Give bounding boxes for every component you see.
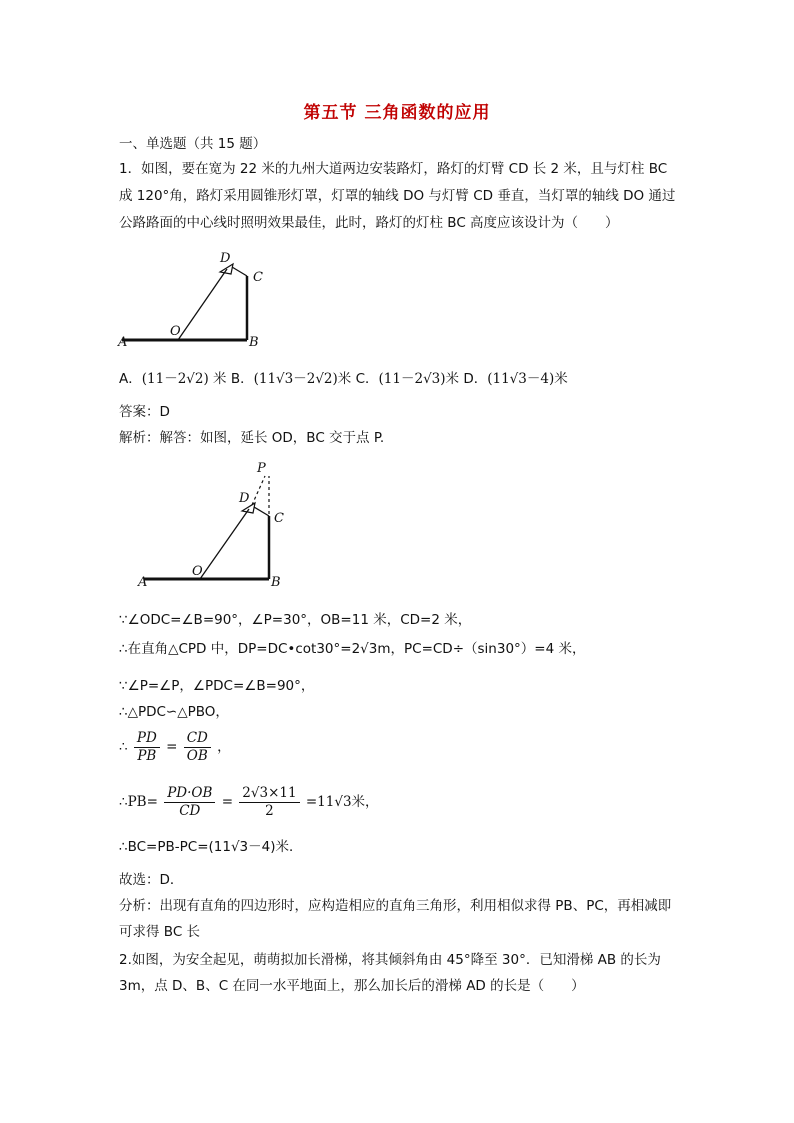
label-a: A: [118, 335, 128, 350]
label-c: C: [253, 270, 263, 285]
fraction-numeric: [239, 785, 299, 820]
option-a-text: (11－2√2) 米: [141, 371, 227, 387]
q1-answer: 答案：D: [119, 404, 170, 420]
page-title: 第五节 三角函数的应用: [303, 103, 491, 123]
numerator: PD·OB: [164, 785, 215, 803]
step-5-prefix: ∴: [119, 739, 128, 755]
step-3: ∵∠P=∠P，∠PDC=∠B=90°，: [119, 678, 315, 694]
q2-text-line-2: 3m，点 D、B、C 在同一水平地面上，那么加长后的滑梯 AD 的长是（ ）: [119, 978, 585, 994]
label-c: C: [274, 511, 284, 526]
step-1: ∵∠ODC=∠B=90°，∠P=30°，OB=11 米，CD=2 米，: [119, 612, 472, 628]
option-c-label: C．: [355, 371, 379, 387]
equals-sign: =: [166, 739, 178, 755]
option-d-text: (11√3－4)米: [487, 371, 568, 387]
q1-analysis-intro: 解析：解答：如图，延长 OD，BC 交于点 P.: [119, 430, 385, 446]
denominator: OB: [186, 748, 208, 764]
dashed-pd: [252, 476, 265, 505]
axis-do: [200, 509, 249, 579]
figure-1: [115, 245, 275, 355]
fraction-cd-ob: [184, 730, 211, 765]
label-d: D: [220, 251, 231, 266]
conclusion: 故选：D．: [119, 872, 184, 888]
denominator: PB: [137, 748, 157, 764]
option-c-text: (11－2√3)米: [378, 371, 460, 387]
label-b: B: [249, 335, 259, 350]
q1-text-line-3: 公路路面的中心线时照明效果最佳，此时，路灯的灯柱 BC 高度应该设计为（ ）: [119, 215, 619, 231]
q1-options: [119, 369, 568, 389]
step-2: ∴在直角△CPD 中，DP=DC•cot30°=2√3m，PC=CD÷（sin30°）=4 米，: [119, 641, 586, 657]
step-4: ∴△PDC∽△PBO，: [119, 704, 229, 720]
numerator: PD: [134, 730, 160, 748]
note-line-1: 分析：出现有直角的四边形时，应构造相应的直角三角形，利用相似求得 PB、PC，再相减即: [119, 898, 672, 914]
section-heading: 一、单选题（共 15 题）: [119, 136, 267, 152]
step-5-suffix: ，: [217, 739, 231, 755]
arm-cd: [232, 267, 247, 276]
label-p: P: [257, 461, 266, 476]
denominator: 2: [265, 803, 274, 819]
q2-text-line-1: 2.如图，为安全起见，萌萌拟加长滑梯，将其倾斜角由 45°降至 30°．已知滑梯 AB 的长为: [119, 952, 661, 968]
arm-cd: [254, 507, 269, 516]
denominator: CD: [179, 803, 201, 819]
numerator: CD: [184, 730, 211, 748]
label-o: O: [170, 324, 181, 339]
label-o: O: [192, 564, 203, 579]
option-b-text: (11√3－2√2)米: [253, 371, 352, 387]
step-6-prefix: ∴PB=: [119, 794, 158, 810]
option-a-label: A．: [119, 371, 142, 387]
label-b: B: [271, 575, 281, 590]
step-5: [119, 729, 231, 765]
numerator: 2√3×11: [239, 785, 299, 803]
step-6: [119, 784, 379, 820]
q1-text-line-1: 1．如图，要在宽为 22 米的九州大道两边安装路灯，路灯的灯臂 CD 长 2 米，且与灯柱 BC: [119, 161, 668, 177]
label-a: A: [138, 575, 148, 590]
option-d-label: D．: [463, 371, 488, 387]
q1-text-line-2: 成 120°角，路灯采用圆锥形灯罩，灯罩的轴线 DO 与灯臂 CD 垂直，当灯罩的轴线 DO 通过: [119, 188, 676, 204]
label-d: D: [239, 491, 250, 506]
axis-do: [178, 269, 227, 340]
step-6-result: =11√3米，: [305, 794, 379, 810]
equals-sign: =: [221, 794, 233, 810]
figure-2: [133, 458, 293, 593]
option-b-label: B．: [230, 371, 254, 387]
step-7: ∴BC=PB-PC=(11√3－4)米．: [119, 839, 303, 855]
note-line-2: 可求得 BC 长: [119, 924, 201, 940]
fraction-pdob-cd: [164, 785, 215, 820]
fraction-pd-pb: [134, 730, 160, 765]
